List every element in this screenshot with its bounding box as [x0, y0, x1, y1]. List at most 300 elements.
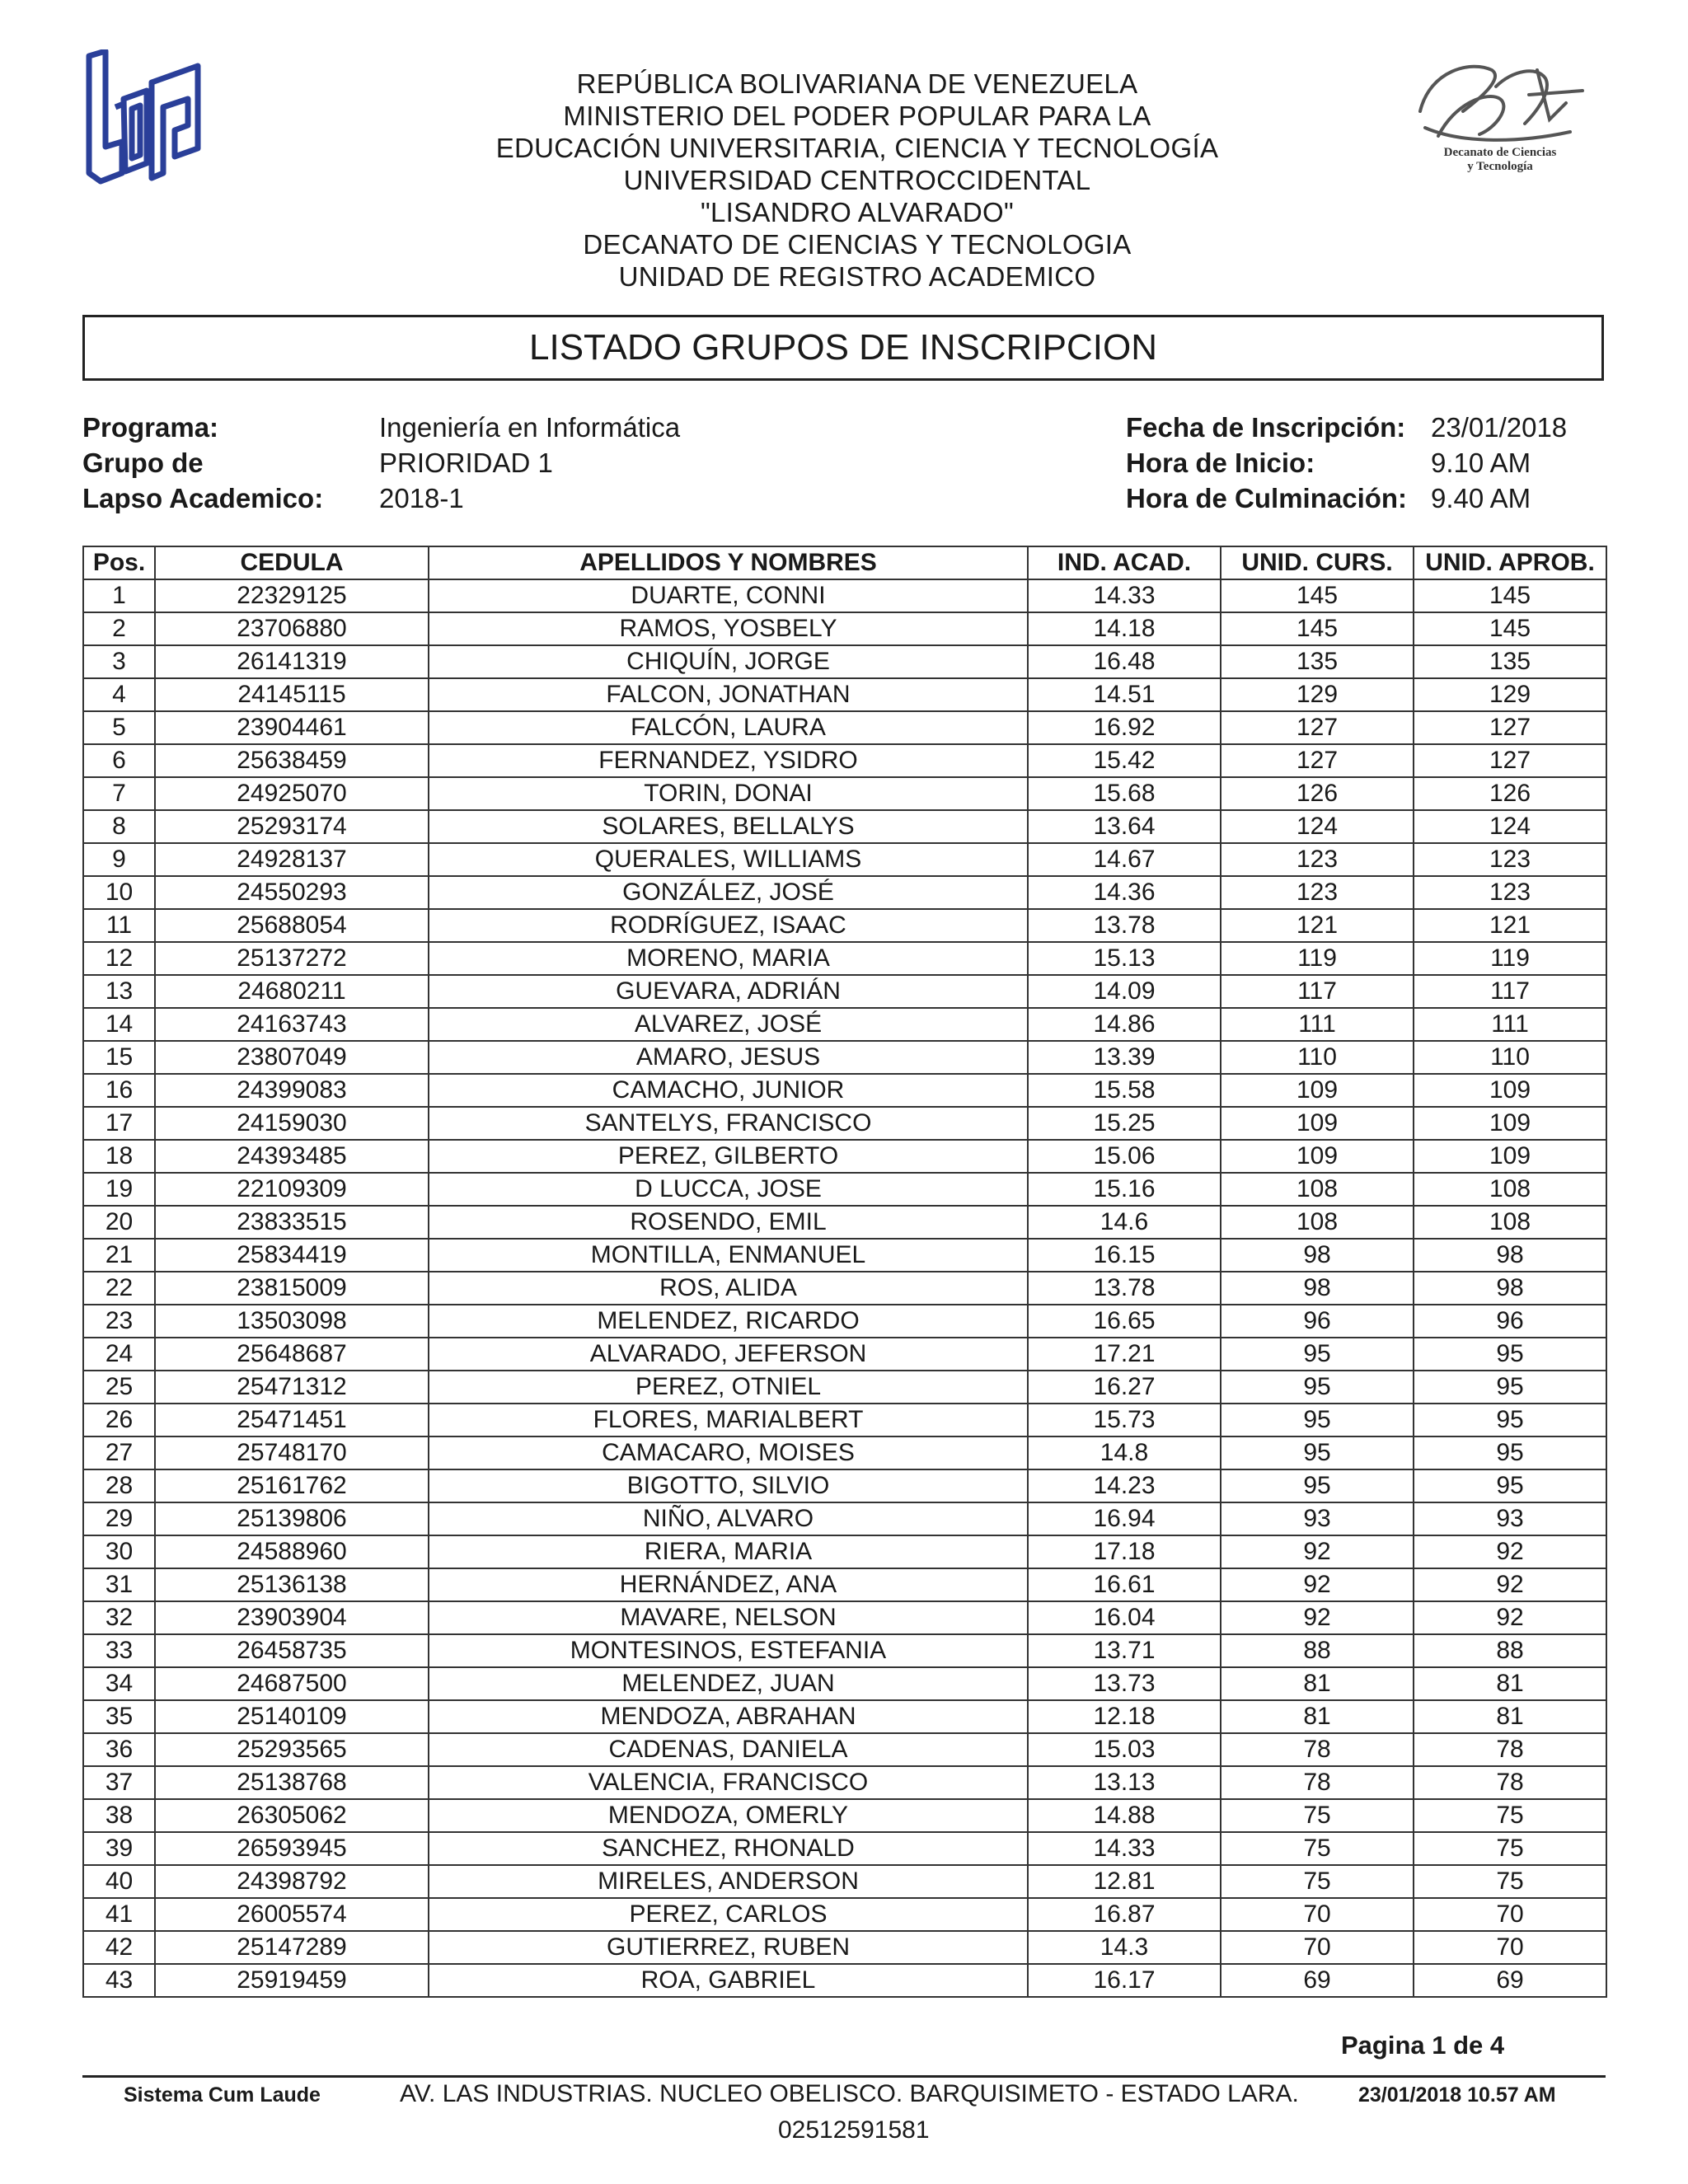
table-row [83, 579, 1606, 612]
cell-ind-acad: 13.39 [1028, 1041, 1221, 1074]
cell-cedula: 26305062 [155, 1799, 429, 1832]
table-row [83, 744, 1606, 777]
cell-nombre: ROSENDO, EMIL [429, 1206, 1028, 1239]
table-row [83, 1436, 1606, 1469]
table-row [83, 843, 1606, 876]
cell-nombre: AMARO, JESUS [429, 1041, 1028, 1074]
cell-pos: 17 [83, 1107, 155, 1140]
cell-cedula: 25293174 [155, 810, 429, 843]
cell-cedula: 23815009 [155, 1272, 429, 1305]
cell-unid-aprob: 111 [1414, 1008, 1606, 1041]
cell-nombre: MENDOZA, OMERLY [429, 1799, 1028, 1832]
cell-unid-curs: 109 [1221, 1140, 1414, 1173]
cell-unid-curs: 95 [1221, 1338, 1414, 1371]
cell-pos: 4 [83, 678, 155, 711]
cell-cedula: 24687500 [155, 1667, 429, 1700]
document-title [82, 315, 1604, 381]
cell-pos: 24 [83, 1338, 155, 1371]
header-line-6: DECANATO DE CIENCIAS Y TECNOLOGIA [583, 229, 1132, 260]
cell-pos: 9 [83, 843, 155, 876]
cell-unid-aprob: 110 [1414, 1041, 1606, 1074]
cell-pos: 39 [83, 1832, 155, 1865]
cell-cedula: 24159030 [155, 1107, 429, 1140]
cell-pos: 13 [83, 975, 155, 1008]
cell-cedula: 24928137 [155, 843, 429, 876]
table-row [83, 1074, 1606, 1107]
cell-cedula: 25688054 [155, 909, 429, 942]
cell-ind-acad: 12.18 [1028, 1700, 1221, 1733]
table-row [83, 1239, 1606, 1272]
cell-ind-acad: 14.18 [1028, 612, 1221, 645]
table-row [83, 876, 1606, 909]
cell-ind-acad: 17.18 [1028, 1535, 1221, 1568]
cell-unid-aprob: 96 [1414, 1305, 1606, 1338]
cell-nombre: ROA, GABRIEL [429, 1964, 1028, 1997]
cell-unid-aprob: 70 [1414, 1898, 1606, 1931]
cell-unid-aprob: 95 [1414, 1436, 1606, 1469]
table-row [83, 1371, 1606, 1404]
cell-pos: 3 [83, 645, 155, 678]
header-line-2: MINISTERIO DEL PODER POPULAR PARA LA [563, 101, 1151, 131]
cell-unid-aprob: 69 [1414, 1964, 1606, 1997]
cell-unid-curs: 109 [1221, 1074, 1414, 1107]
programa-label: Programa: [82, 412, 219, 443]
cell-unid-curs: 98 [1221, 1272, 1414, 1305]
footer-system-name: Sistema Cum Laude [124, 2083, 321, 2107]
cell-unid-curs: 110 [1221, 1041, 1414, 1074]
cell-cedula: 26458735 [155, 1634, 429, 1667]
fecha-label: Fecha de Inscripción: [1126, 412, 1406, 443]
cell-cedula: 25834419 [155, 1239, 429, 1272]
cell-cedula: 25138768 [155, 1766, 429, 1799]
cell-cedula: 23833515 [155, 1206, 429, 1239]
cell-unid-aprob: 109 [1414, 1140, 1606, 1173]
footer-printed-at: 23/01/2018 10.57 AM [1358, 2083, 1556, 2107]
table-row [83, 1338, 1606, 1371]
cell-cedula: 24588960 [155, 1535, 429, 1568]
cell-nombre: ALVAREZ, JOSÉ [429, 1008, 1028, 1041]
cell-cedula: 24925070 [155, 777, 429, 810]
cell-unid-aprob: 95 [1414, 1469, 1606, 1502]
cell-cedula: 23904461 [155, 711, 429, 744]
cell-pos: 26 [83, 1404, 155, 1436]
cell-pos: 34 [83, 1667, 155, 1700]
cell-ind-acad: 15.13 [1028, 942, 1221, 975]
cell-unid-curs: 127 [1221, 744, 1414, 777]
table-row [83, 1107, 1606, 1140]
table-row [83, 1733, 1606, 1766]
cell-cedula: 23903904 [155, 1601, 429, 1634]
cell-ind-acad: 15.73 [1028, 1404, 1221, 1436]
cell-ind-acad: 12.81 [1028, 1865, 1221, 1898]
header-line-4: UNIVERSIDAD CENTROCCIDENTAL [623, 165, 1091, 195]
cell-nombre: CHIQUÍN, JORGE [429, 645, 1028, 678]
cell-unid-aprob: 81 [1414, 1700, 1606, 1733]
cell-nombre: TORIN, DONAI [429, 777, 1028, 810]
cell-pos: 11 [83, 909, 155, 942]
cell-unid-curs: 96 [1221, 1305, 1414, 1338]
cell-unid-curs: 95 [1221, 1404, 1414, 1436]
cell-unid-aprob: 78 [1414, 1733, 1606, 1766]
cell-cedula: 25471312 [155, 1371, 429, 1404]
header-line-7: UNIDAD DE REGISTRO ACADEMICO [618, 261, 1096, 292]
cell-unid-aprob: 95 [1414, 1338, 1606, 1371]
cell-pos: 6 [83, 744, 155, 777]
table-row [83, 1206, 1606, 1239]
grupo-value: PRIORIDAD 1 [379, 448, 553, 478]
cell-nombre: MAVARE, NELSON [429, 1601, 1028, 1634]
cell-unid-curs: 81 [1221, 1667, 1414, 1700]
cell-unid-curs: 124 [1221, 810, 1414, 843]
cell-nombre: MIRELES, ANDERSON [429, 1865, 1028, 1898]
cell-unid-curs: 108 [1221, 1206, 1414, 1239]
cell-unid-curs: 69 [1221, 1964, 1414, 1997]
cell-pos: 35 [83, 1700, 155, 1733]
cell-cedula: 24163743 [155, 1008, 429, 1041]
institution-header [462, 68, 1253, 293]
cell-nombre: PEREZ, CARLOS [429, 1898, 1028, 1931]
table-row [83, 1931, 1606, 1964]
cell-cedula: 24393485 [155, 1140, 429, 1173]
cell-nombre: NIÑO, ALVARO [429, 1502, 1028, 1535]
cell-unid-aprob: 123 [1414, 843, 1606, 876]
cell-ind-acad: 15.25 [1028, 1107, 1221, 1140]
inicio-label: Hora de Inicio: [1126, 448, 1315, 478]
cell-unid-aprob: 124 [1414, 810, 1606, 843]
cell-unid-curs: 78 [1221, 1733, 1414, 1766]
cell-cedula: 24145115 [155, 678, 429, 711]
cell-nombre: GUEVARA, ADRIÁN [429, 975, 1028, 1008]
cell-ind-acad: 16.65 [1028, 1305, 1221, 1338]
table-row [83, 1305, 1606, 1338]
cell-nombre: SANCHEZ, RHONALD [429, 1832, 1028, 1865]
cell-ind-acad: 16.48 [1028, 645, 1221, 678]
cell-unid-curs: 75 [1221, 1799, 1414, 1832]
cell-pos: 7 [83, 777, 155, 810]
cell-unid-aprob: 108 [1414, 1206, 1606, 1239]
cell-pos: 40 [83, 1865, 155, 1898]
cell-unid-aprob: 92 [1414, 1568, 1606, 1601]
programa-value: Ingeniería en Informática [379, 412, 681, 443]
table-row [83, 1041, 1606, 1074]
cell-unid-curs: 126 [1221, 777, 1414, 810]
table-row [83, 1535, 1606, 1568]
logo-caption-line-2: y Tecnología [1467, 160, 1533, 173]
cell-ind-acad: 14.6 [1028, 1206, 1221, 1239]
cell-unid-aprob: 88 [1414, 1634, 1606, 1667]
cell-unid-curs: 145 [1221, 579, 1414, 612]
cell-nombre: RAMOS, YOSBELY [429, 612, 1028, 645]
cell-unid-curs: 75 [1221, 1865, 1414, 1898]
header-line-5: "LISANDRO ALVARADO" [700, 197, 1014, 227]
table-row [83, 1502, 1606, 1535]
table-row [83, 1766, 1606, 1799]
cell-unid-curs: 70 [1221, 1898, 1414, 1931]
cell-ind-acad: 16.17 [1028, 1964, 1221, 1997]
cell-unid-aprob: 75 [1414, 1799, 1606, 1832]
cell-unid-aprob: 70 [1414, 1931, 1606, 1964]
footer-phone: 02512591581 [778, 2116, 930, 2144]
cell-nombre: GUTIERREZ, RUBEN [429, 1931, 1028, 1964]
table-row [83, 1964, 1606, 1997]
table-header-row [83, 546, 1606, 579]
cell-unid-curs: 92 [1221, 1568, 1414, 1601]
table-row [83, 909, 1606, 942]
cell-nombre: FERNANDEZ, YSIDRO [429, 744, 1028, 777]
cell-unid-aprob: 92 [1414, 1535, 1606, 1568]
cell-pos: 30 [83, 1535, 155, 1568]
cell-unid-curs: 123 [1221, 876, 1414, 909]
cell-unid-curs: 123 [1221, 843, 1414, 876]
cell-ind-acad: 16.87 [1028, 1898, 1221, 1931]
cell-nombre: MELENDEZ, JUAN [429, 1667, 1028, 1700]
cell-unid-curs: 127 [1221, 711, 1414, 744]
cell-pos: 37 [83, 1766, 155, 1799]
lapso-label: Lapso Academico: [82, 483, 324, 513]
cell-unid-curs: 109 [1221, 1107, 1414, 1140]
cell-nombre: RODRÍGUEZ, ISAAC [429, 909, 1028, 942]
cell-unid-aprob: 119 [1414, 942, 1606, 975]
cell-unid-curs: 121 [1221, 909, 1414, 942]
cell-pos: 42 [83, 1931, 155, 1964]
cell-pos: 19 [83, 1173, 155, 1206]
cell-pos: 18 [83, 1140, 155, 1173]
cell-unid-aprob: 92 [1414, 1601, 1606, 1634]
cell-unid-aprob: 126 [1414, 777, 1606, 810]
cell-unid-curs: 111 [1221, 1008, 1414, 1041]
cell-unid-aprob: 127 [1414, 711, 1606, 744]
cell-unid-aprob: 108 [1414, 1173, 1606, 1206]
inicio-value: 9.10 AM [1431, 448, 1531, 478]
cell-ind-acad: 16.04 [1028, 1601, 1221, 1634]
table-row [83, 1832, 1606, 1865]
cell-unid-curs: 70 [1221, 1931, 1414, 1964]
cell-unid-aprob: 75 [1414, 1832, 1606, 1865]
cell-pos: 16 [83, 1074, 155, 1107]
cell-cedula: 25139806 [155, 1502, 429, 1535]
cell-nombre: FLORES, MARIALBERT [429, 1404, 1028, 1436]
cell-cedula: 25140109 [155, 1700, 429, 1733]
dct-logo-icon [1414, 54, 1587, 190]
cell-unid-curs: 81 [1221, 1700, 1414, 1733]
fecha-value: 23/01/2018 [1431, 412, 1568, 443]
col-header-ind-acad: IND. ACAD. [1028, 546, 1221, 579]
table-row [83, 1898, 1606, 1931]
cell-cedula: 24550293 [155, 876, 429, 909]
cell-unid-curs: 92 [1221, 1535, 1414, 1568]
cell-pos: 43 [83, 1964, 155, 1997]
cell-ind-acad: 13.73 [1028, 1667, 1221, 1700]
cell-unid-curs: 95 [1221, 1469, 1414, 1502]
cell-pos: 15 [83, 1041, 155, 1074]
cell-unid-aprob: 145 [1414, 612, 1606, 645]
table-body [83, 579, 1606, 1997]
logo-caption-line-1: Decanato de Ciencias [1443, 146, 1557, 159]
cell-nombre: CAMACARO, MOISES [429, 1436, 1028, 1469]
cell-nombre: VALENCIA, FRANCISCO [429, 1766, 1028, 1799]
cell-nombre: DUARTE, CONNI [429, 579, 1028, 612]
cell-unid-aprob: 95 [1414, 1404, 1606, 1436]
cell-pos: 28 [83, 1469, 155, 1502]
cell-ind-acad: 14.23 [1028, 1469, 1221, 1502]
cell-nombre: MONTESINOS, ESTEFANIA [429, 1634, 1028, 1667]
cell-pos: 33 [83, 1634, 155, 1667]
cell-unid-curs: 95 [1221, 1371, 1414, 1404]
header-line-3: EDUCACIÓN UNIVERSITARIA, CIENCIA Y TECNOLOGÍA [495, 133, 1219, 163]
lapso-value: 2018-1 [379, 483, 464, 513]
cell-unid-curs: 98 [1221, 1239, 1414, 1272]
cell-pos: 31 [83, 1568, 155, 1601]
cell-ind-acad: 16.92 [1028, 711, 1221, 744]
cell-cedula: 23807049 [155, 1041, 429, 1074]
table-row [83, 1404, 1606, 1436]
cell-unid-curs: 92 [1221, 1601, 1414, 1634]
cell-ind-acad: 13.78 [1028, 909, 1221, 942]
col-header-pos: Pos. [83, 546, 155, 579]
cell-cedula: 26141319 [155, 645, 429, 678]
cell-cedula: 25137272 [155, 942, 429, 975]
cell-ind-acad: 14.51 [1028, 678, 1221, 711]
cell-cedula: 26005574 [155, 1898, 429, 1931]
cell-ind-acad: 16.15 [1028, 1239, 1221, 1272]
col-header-nombres: APELLIDOS Y NOMBRES [429, 546, 1028, 579]
cell-ind-acad: 14.88 [1028, 1799, 1221, 1832]
cell-nombre: PEREZ, OTNIEL [429, 1371, 1028, 1404]
cell-unid-aprob: 93 [1414, 1502, 1606, 1535]
col-header-unid-curs: UNID. CURS. [1221, 546, 1414, 579]
cell-pos: 32 [83, 1601, 155, 1634]
cell-pos: 5 [83, 711, 155, 744]
cell-pos: 27 [83, 1436, 155, 1469]
cell-unid-aprob: 109 [1414, 1074, 1606, 1107]
cell-cedula: 26593945 [155, 1832, 429, 1865]
cell-unid-curs: 78 [1221, 1766, 1414, 1799]
cell-unid-aprob: 98 [1414, 1239, 1606, 1272]
cell-ind-acad: 15.06 [1028, 1140, 1221, 1173]
table-row [83, 942, 1606, 975]
grupo-label: Grupo de [82, 448, 204, 478]
cell-nombre: FALCÓN, LAURA [429, 711, 1028, 744]
table-row [83, 1601, 1606, 1634]
table-row [83, 1272, 1606, 1305]
cell-unid-curs: 119 [1221, 942, 1414, 975]
cell-pos: 41 [83, 1898, 155, 1931]
table-row [83, 645, 1606, 678]
cell-nombre: ALVARADO, JEFERSON [429, 1338, 1028, 1371]
cell-ind-acad: 14.33 [1028, 1832, 1221, 1865]
table-row [83, 612, 1606, 645]
cell-ind-acad: 14.67 [1028, 843, 1221, 876]
table-row [83, 711, 1606, 744]
cell-ind-acad: 14.86 [1028, 1008, 1221, 1041]
cell-pos: 29 [83, 1502, 155, 1535]
cell-ind-acad: 15.03 [1028, 1733, 1221, 1766]
cell-cedula: 25748170 [155, 1436, 429, 1469]
cell-unid-aprob: 145 [1414, 579, 1606, 612]
table-row [83, 975, 1606, 1008]
table-row [83, 1799, 1606, 1832]
table-row [83, 1008, 1606, 1041]
cell-nombre: MONTILLA, ENMANUEL [429, 1239, 1028, 1272]
cell-ind-acad: 14.09 [1028, 975, 1221, 1008]
cell-pos: 38 [83, 1799, 155, 1832]
cell-pos: 8 [83, 810, 155, 843]
table-row [83, 1140, 1606, 1173]
cell-ind-acad: 14.36 [1028, 876, 1221, 909]
cell-cedula: 25648687 [155, 1338, 429, 1371]
cell-cedula: 23706880 [155, 612, 429, 645]
cell-unid-curs: 135 [1221, 645, 1414, 678]
cell-cedula: 25136138 [155, 1568, 429, 1601]
cell-ind-acad: 15.68 [1028, 777, 1221, 810]
cell-cedula: 25147289 [155, 1931, 429, 1964]
cell-ind-acad: 13.13 [1028, 1766, 1221, 1799]
cell-ind-acad: 15.58 [1028, 1074, 1221, 1107]
cell-unid-aprob: 129 [1414, 678, 1606, 711]
cell-unid-aprob: 135 [1414, 645, 1606, 678]
cell-nombre: MORENO, MARIA [429, 942, 1028, 975]
cell-nombre: BIGOTTO, SILVIO [429, 1469, 1028, 1502]
cell-nombre: RIERA, MARIA [429, 1535, 1028, 1568]
cell-pos: 25 [83, 1371, 155, 1404]
table-row [83, 1634, 1606, 1667]
cell-unid-curs: 145 [1221, 612, 1414, 645]
cell-pos: 36 [83, 1733, 155, 1766]
cell-unid-curs: 95 [1221, 1436, 1414, 1469]
cell-cedula: 24398792 [155, 1865, 429, 1898]
table-row [83, 1469, 1606, 1502]
culminacion-label: Hora de Culminación: [1126, 483, 1408, 513]
footer-address: AV. LAS INDUSTRIAS. NUCLEO OBELISCO. BARQUISIMETO - ESTADO LARA. [400, 2080, 1299, 2107]
cell-cedula: 13503098 [155, 1305, 429, 1338]
cell-ind-acad: 16.27 [1028, 1371, 1221, 1404]
cell-nombre: PEREZ, GILBERTO [429, 1140, 1028, 1173]
cell-ind-acad: 14.33 [1028, 579, 1221, 612]
cell-ind-acad: 13.71 [1028, 1634, 1221, 1667]
cell-pos: 2 [83, 612, 155, 645]
footer-divider [82, 2075, 1606, 2078]
cell-unid-aprob: 81 [1414, 1667, 1606, 1700]
cell-cedula: 25161762 [155, 1469, 429, 1502]
cell-unid-aprob: 109 [1414, 1107, 1606, 1140]
cell-unid-aprob: 78 [1414, 1766, 1606, 1799]
cell-nombre: MELENDEZ, RICARDO [429, 1305, 1028, 1338]
table-row [83, 1568, 1606, 1601]
cell-unid-aprob: 75 [1414, 1865, 1606, 1898]
col-header-cedula: CEDULA [155, 546, 429, 579]
cell-pos: 23 [83, 1305, 155, 1338]
cell-cedula: 25293565 [155, 1733, 429, 1766]
cell-unid-aprob: 95 [1414, 1371, 1606, 1404]
cell-ind-acad: 15.42 [1028, 744, 1221, 777]
cell-ind-acad: 16.61 [1028, 1568, 1221, 1601]
cell-nombre: CADENAS, DANIELA [429, 1733, 1028, 1766]
enrollment-table [82, 546, 1607, 1998]
ucla-logo-icon [82, 49, 206, 190]
cell-unid-curs: 88 [1221, 1634, 1414, 1667]
table-row [83, 1173, 1606, 1206]
cell-cedula: 24680211 [155, 975, 429, 1008]
col-header-unid-aprob: UNID. APROB. [1414, 546, 1606, 579]
cell-ind-acad: 14.8 [1028, 1436, 1221, 1469]
cell-nombre: MENDOZA, ABRAHAN [429, 1700, 1028, 1733]
cell-nombre: SANTELYS, FRANCISCO [429, 1107, 1028, 1140]
table-row [83, 1667, 1606, 1700]
cell-cedula: 25471451 [155, 1404, 429, 1436]
cell-cedula: 22329125 [155, 579, 429, 612]
table-row [83, 678, 1606, 711]
cell-unid-aprob: 123 [1414, 876, 1606, 909]
